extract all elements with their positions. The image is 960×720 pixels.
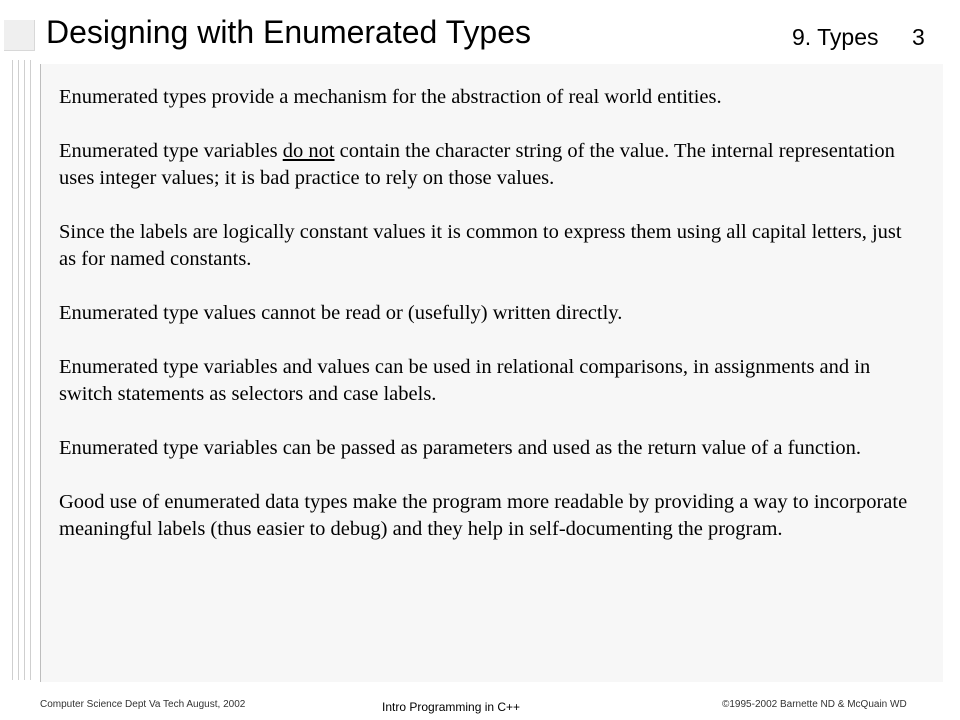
- underlined-emphasis: do not: [282, 140, 335, 162]
- page-number: 3: [912, 24, 925, 50]
- side-bar-line: [12, 60, 13, 680]
- paragraph-io: Enumerated type values cannot be read or (usefully) written directly.: [59, 302, 623, 324]
- paragraph-readability: Good use of enumerated data types make the program more readable by providing a way to incorporate meaningful labels (thus easier to debug) and they help in self-documenting the program.: [59, 491, 908, 540]
- footer-copyright: ©1995-2002 Barnette ND & McQuain WD: [722, 699, 907, 710]
- footer-course: Intro Programming in C++: [382, 700, 521, 714]
- side-bar-line: [24, 60, 25, 680]
- paragraph-comparisons: Enumerated type variables and values can be used in relational comparisons, in assignments and in switch statements as selectors and case labels.: [59, 356, 871, 405]
- side-bar-line: [18, 60, 19, 680]
- decorative-side-bars: [12, 60, 40, 680]
- paragraph-parameters: Enumerated type variables can be passed as parameters and used as the return value of a function.: [59, 437, 862, 459]
- paragraph-capital-letters: Since the labels are logically constant values it is common to express them using all capital letters, just as for named constants.: [59, 221, 902, 270]
- representation-text-start: Enumerated type variables: [59, 140, 283, 162]
- chapter-label: 9. Types: [792, 24, 879, 50]
- footer-department: Computer Science Dept Va Tech August, 2002: [40, 699, 246, 710]
- side-bar-line: [30, 60, 31, 680]
- paragraph-abstraction: Enumerated types provide a mechanism for the abstraction of real world entities.: [59, 86, 722, 108]
- paragraph-representation: [59, 138, 919, 192]
- slide-body: [59, 84, 919, 570]
- slide-title: Designing with Enumerated Types: [46, 14, 532, 50]
- representation-text-end: contain the character string of the value. The internal representation uses integer values; it is bad practice to rely on those values.: [59, 140, 895, 189]
- corner-decoration: [4, 20, 35, 51]
